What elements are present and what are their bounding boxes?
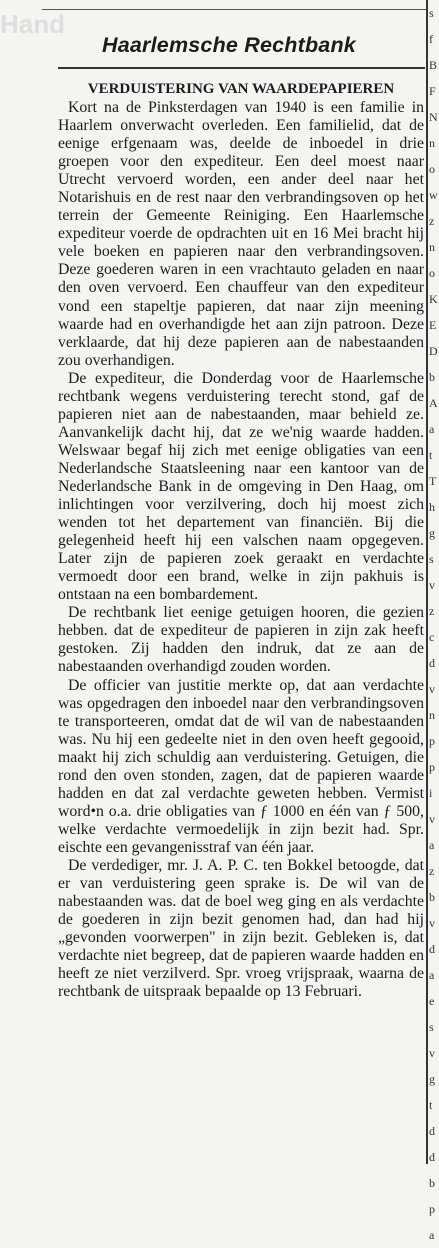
margin-fragment: z: [429, 864, 435, 878]
article-headline: Haarlemsche Rechtbank: [102, 33, 356, 57]
margin-fragment: a: [429, 1228, 435, 1242]
margin-fragment: v: [429, 578, 435, 592]
margin-fragment: d: [429, 1124, 435, 1138]
margin-fragment: D: [429, 344, 438, 358]
margin-fragment: s: [429, 1020, 434, 1034]
margin-fragment: w: [429, 188, 438, 202]
article-paragraph: De verdediger, mr. J. A. P. C. ten Bokkel betoogde, dat er van verduistering geen sprake is. De wil van de nabestaanden was. dat de boel weg ging en als verdachte de goederen in zijn bezit genomen had, dan had hij „gevonden voorwerpen" in zijn bezit. Gebleken is, dat verdachte niet begreep, dat de papieren waarde hadden en heeft ze niet verzilverd. Spr. vroeg vrijspraak, waarna de rechtbank de uitspraak bepaalde op 13 Februari.: [58, 856, 424, 1001]
margin-fragment: A: [429, 396, 438, 410]
margin-fragment: v: [429, 682, 435, 696]
margin-fragment: N: [429, 110, 438, 124]
margin-fragment: p: [429, 734, 435, 748]
top-rule: [42, 9, 426, 10]
margin-fragment: t: [429, 1098, 433, 1112]
margin-fragment: e: [429, 994, 435, 1008]
margin-fragment: b: [429, 370, 435, 384]
margin-fragment: b: [429, 890, 435, 904]
column-divider-rule: [426, 0, 428, 1164]
margin-fragment: t: [429, 448, 433, 462]
margin-fragment: K: [429, 292, 438, 306]
margin-fragment: g: [429, 1072, 435, 1086]
margin-fragment: n: [429, 136, 435, 150]
margin-fragment: z: [429, 214, 435, 228]
margin-fragment: s: [429, 6, 434, 20]
article-paragraph: De expediteur, die Donderdag voor de Haarlemsche rechtbank wegens verduistering terecht stond, gaf de papieren niet aan de nabestaanden, maar behield ze. Aanvankelijk dacht hij, dat ze we'nig waarde hadden. Welswaar begaf hij zich met eenige obligaties van een Nederlandsche Staatsleening naar een kantoor van de Nederlandsche Bank in de omgeving in Den Haag, om inlichtingen voor verzilvering, doch hij moest zich wenden tot het departement van financiën. Bij die gelegenheid heeft hij een valschen naam opgegeven. Later zijn de papieren zoek geraakt en verdachte vermoedt door een brand, welke in zijn pakhuis is ontstaan na een bombardement.: [58, 369, 424, 604]
margin-fragment: h: [429, 500, 435, 514]
headline-rule: [58, 67, 425, 69]
margin-fragment: a: [429, 838, 435, 852]
margin-fragment: a: [429, 422, 435, 436]
article-subheadline: VERDUISTERING VAN WAARDEPAPIEREN: [87, 81, 395, 97]
margin-fragment: c: [429, 630, 435, 644]
margin-fragment: z: [429, 604, 435, 618]
margin-fragment: b: [429, 1176, 435, 1190]
margin-fragment: d: [429, 942, 435, 956]
margin-fragment: d: [429, 1150, 435, 1164]
margin-fragment: a: [429, 968, 435, 982]
margin-fragment: f: [429, 32, 433, 46]
article-paragraph: De rechtbank liet eenige getuigen hooren, die gezien hebben. dat de expediteur de papieren in zijn zak heeft gestoken. Zij hadden den indruk, dat ze aan de nabestaanden overhandigd zouden worden.: [58, 604, 424, 676]
article-body: [58, 79, 424, 1001]
adjacent-column-faded-text: Hand: [0, 9, 65, 39]
margin-fragment: v: [429, 812, 435, 826]
margin-fragment: o: [429, 162, 435, 176]
margin-fragment: v: [429, 1046, 435, 1060]
margin-fragment: d: [429, 656, 435, 670]
margin-fragment: i: [429, 786, 433, 800]
margin-fragment: B: [429, 58, 438, 72]
margin-fragment: p: [429, 1202, 435, 1216]
article-paragraph: Kort na de Pinksterdagen van 1940 is een familie in Haarlem onverwacht overleden. Een familielid, dat de eenige erfgenaam was, deelde de inboedel in drie groepen voor den expediteur. Een deel moest naar Utrecht vervoerd worden, een ander deel naar het Notarishuis en de rest naar den verbrandingsoven op het terrein der Gemeente Reiniging. Een Haarlemsche expediteur voerde de opdrachten uit en 16 Mei bracht hij vele boeken en papieren naar den verbrandingsoven. Deze goederen waren in een vrachtauto geladen en naar den oven vervoerd. Een chauffeur van den expediteur vond een stapeltje papieren, dat naar zijn meening waarde had en overhandigde het aan zijn patroon. Deze verklaarde, dat hij deze papieren aan de nabestaanden zou overhandigen.: [58, 99, 424, 369]
margin-fragment: p: [429, 760, 435, 774]
margin-fragment: g: [429, 526, 435, 540]
margin-fragment: T: [429, 474, 437, 488]
article-paragraph: De officier van justitie merkte op, dat aan verdachte was opgedragen den inboedel naar den verbrandingsoven te transporteeren, omdat dat de wil van de nabestaanden was. Nu hij een gedeelte niet in den oven heeft gegooid, maakt hij zich schuldig aan verduistering. Getuigen, die rond den oven stonden, zagen, dat de papieren waarde hadden en dat zal verdachte geweten hebben. Vermist word•n o.a. drie obligaties van ƒ 1000 en één van ƒ 500, welke verdachte vermoedelijk in zijn bezit had. Spr. eischte een gevangenisstraf van één jaar.: [58, 676, 424, 856]
margin-fragment: o: [429, 266, 435, 280]
margin-fragment: F: [429, 84, 436, 98]
margin-fragment: s: [429, 552, 434, 566]
margin-fragment: n: [429, 708, 435, 722]
margin-fragment: v: [429, 916, 435, 930]
adjacent-column-fragments: [429, 0, 439, 1242]
margin-fragment: E: [429, 318, 437, 332]
margin-fragment: n: [429, 240, 435, 254]
